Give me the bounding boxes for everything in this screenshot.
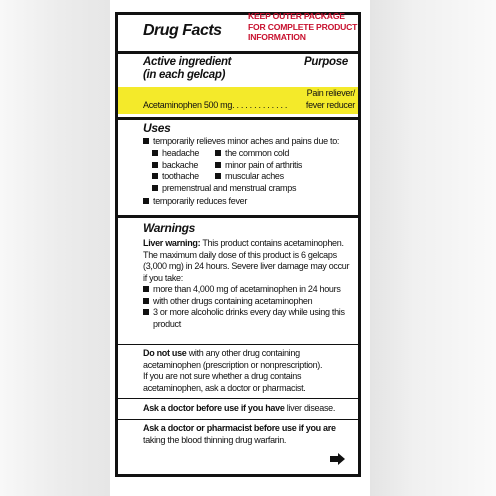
list-item: backache (152, 160, 296, 172)
divider (118, 51, 358, 54)
list-item: more than 4,000 mg of acetaminophen in 24 hours (143, 284, 349, 296)
list-item: with other drugs containing acetaminophen (143, 296, 349, 308)
bullet-icon (143, 309, 149, 315)
bullet-icon (143, 298, 149, 304)
ingredient-purpose: Pain reliever/ fever reducer (305, 88, 355, 110)
list-item: 3 or more alcoholic drinks every day while using this (143, 307, 349, 319)
purpose-heading: Purpose (304, 56, 348, 68)
uses-intro: temporarily relieves minor aches and pains due to: (143, 136, 339, 148)
package-left-side (0, 0, 110, 496)
package-right-side (370, 0, 496, 496)
divider (118, 344, 358, 345)
bullet-icon (215, 173, 221, 179)
divider (118, 419, 358, 420)
list-item: minor pain of arthritis (215, 160, 302, 172)
warnings-heading: Warnings (143, 221, 196, 235)
bullet-icon (143, 138, 149, 144)
keep-package-notice: KEEP OUTER PACKAGE FOR COMPLETE PRODUCT INFORMATION (248, 11, 358, 42)
divider (118, 215, 358, 218)
ask-doctor: Ask a doctor before use if you have liver disease. (143, 403, 336, 413)
bullet-icon (152, 173, 158, 179)
bullet-icon (152, 150, 158, 156)
bullet-icon (143, 286, 149, 292)
bullet-icon (152, 185, 158, 191)
list-item: premenstrual and menstrual cramps (152, 183, 296, 195)
active-ingredient-heading: Active ingredient (in each gelcap) (143, 56, 232, 81)
bullet-icon (152, 162, 158, 168)
arrow-right-icon (330, 453, 346, 465)
drug-facts-title: Drug Facts (143, 22, 222, 39)
list-item: the common cold (215, 148, 302, 160)
divider (118, 398, 358, 399)
do-not-use: Do not use with any other drug containing acetaminophen (prescription or nonprescription). If you are not sure whether a drug contains acetaminophen, ask a doctor or pharmacist. (143, 348, 323, 393)
divider (118, 117, 358, 120)
liver-warning: Liver warning: This product contains acetaminophen. The maximum daily dose of this product is 6 gelcaps (3,000 mg) in 24 hours. Severe liver damage may occur if you take: more than 4,000 mg of acetaminophen in 24 hours with other drugs containing acetaminophen 3 or more alcoholic drinks every day while using this product (143, 238, 350, 329)
bullet-icon (215, 162, 221, 168)
list-item: headache (152, 148, 296, 160)
uses-fever: temporarily reduces fever (143, 196, 247, 208)
uses-heading: Uses (143, 121, 171, 135)
list-item: muscular aches (215, 171, 302, 183)
bullet-icon (143, 198, 149, 204)
uses-column-2 (215, 148, 302, 183)
ingredient-name: Acetaminophen 500 mg. . . . . . . . . . . . . (143, 100, 288, 110)
bullet-icon (215, 150, 221, 156)
list-item: toothache (152, 171, 296, 183)
ask-pharmacist: Ask a doctor or pharmacist before use if you are taking the blood thinning drug warfarin. (143, 423, 336, 445)
